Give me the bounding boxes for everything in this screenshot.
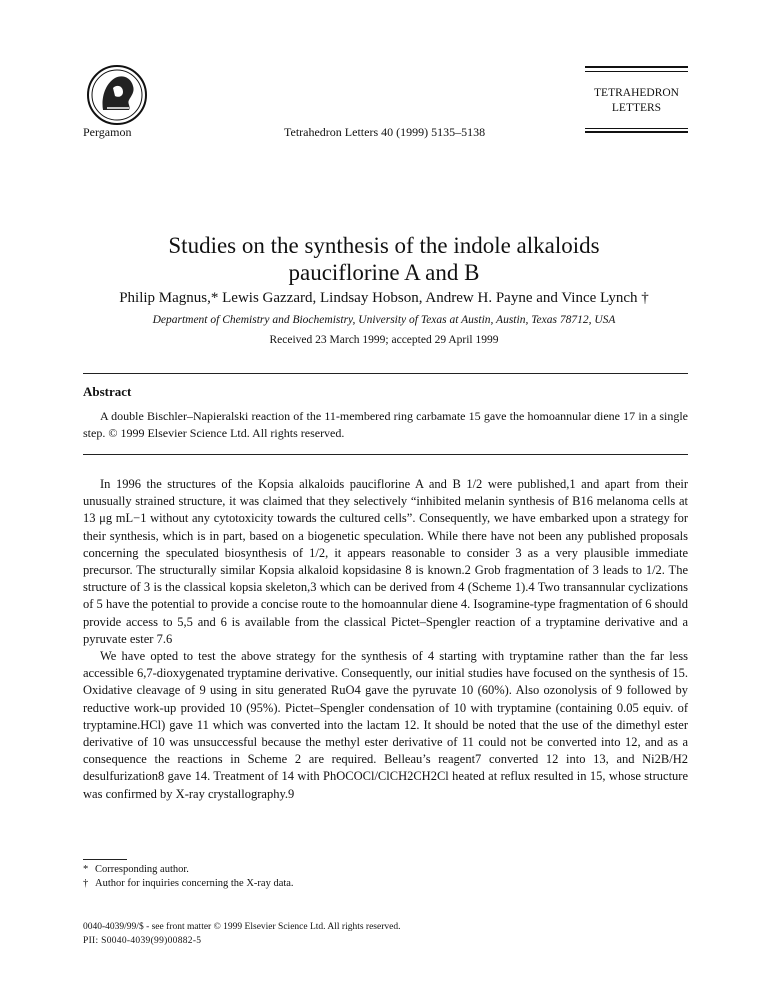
footnote <box>83 878 294 889</box>
pii-line: PII: S0040-4039(99)00882-5 <box>83 936 202 946</box>
journal-title-line: LETTERS <box>611 102 662 114</box>
footnote-rule <box>83 859 127 860</box>
abstract-text: A double Bischler–Napieralski reaction of the 11-membered ring carbamate 15 gave the homoannular diene 17 in a single step. © 1999 Elsevier Science Ltd. All rights reserved. <box>83 409 688 440</box>
abstract-heading: Abstract <box>83 384 132 399</box>
issn-line: 0040-4039/99/$ - see front matter © 1999 Elsevier Science Ltd. All rights reserved. <box>83 922 401 932</box>
pergamon-logo <box>83 64 151 126</box>
article-title-line: Studies on the synthesis of the indole alkaloids <box>168 233 600 258</box>
footnote-mark: † <box>83 878 89 889</box>
author-list: Philip Magnus,* Lewis Gazzard, Lindsay Hobson, Andrew H. Payne and Vince Lynch † <box>119 290 649 306</box>
divider <box>83 454 688 455</box>
footnote-text: Author for inquiries concerning the X-ray data. <box>95 878 294 889</box>
footnote-text: Corresponding author. <box>95 864 189 875</box>
header-rule <box>585 66 688 68</box>
received-date: Received 23 March 1999; accepted 29 April 1999 <box>269 334 499 346</box>
header-rule <box>585 128 688 129</box>
divider <box>83 373 688 374</box>
article-body <box>83 476 688 803</box>
article-title <box>0 232 768 286</box>
journal-title-line: TETRAHEDRON <box>594 87 679 99</box>
journal-title <box>585 86 688 116</box>
body-paragraph: We have opted to test the above strategy for the synthesis of 4 starting with tryptamine rather than the far less accessible 6,7-dioxygenated tryptamine derivative. Consequently, our initial studies have focused on the synthesis of 15. Oxidative cleavage of 9 using in situ generated RuO4 gave the pyruvate 10 (60%). Also ozonolysis of 9 followed by reductive work-up provided 10 (95%). Pictet–Spengler condensation of 10 with tryptamine (containing 0.05 equiv. of tryptamine.HCl) gave 11 which was converted into the lactam 12. It should be noted that the use of the dimethyl ester derivative of 10 was unsuccessful because the methyl ester derivative of 11 could not be converted into 12, and as a consequence the reactions in Scheme 2 are required. Belleau’s reagent7 converted 12 into 13, and Ni2B/H2 desulfurization8 gave 14. Treatment of 14 with PhOCOCl/ClCH2CH2Cl heated at reflux resulted in 15, whose structure was confirmed by X-ray crystallography.9 <box>83 649 688 801</box>
header-rule <box>585 71 688 72</box>
footnote <box>83 864 189 875</box>
body-paragraph: In 1996 the structures of the Kopsia alkaloids pauciflorine A and B 1/2 were published,1 and apart from their unusually strained structure, it was claimed that they selectively “inhibited melanin synthesis of B16 melanoma cells at 13 μg mL−1 without any cytotoxicity towards the cultured cells”. Consequently, we have embarked upon a strategy for their synthesis, which is in part, based on a biogenetic speculation. While there have not been any published proposals concerning the speculated biosynthesis of 1/2, it appears reasonable to consider 3 as a very plausible immediate precursor. The structurally similar Kopsia alkaloid kopsidasine 8 is known.2 Grob fragmentation of 3 leads to 1/2. The structure of 3 is the classical kopsia skeleton,3 which can be derived from 4 (Scheme 1).4 Two transannular cyclizations of 5 have the potential to provide a concise route to the homoannular diene 4. Isogramine-type fragmentation of 6 should provide access to 5,5 and 6 is available from the classical Pictet–Spengler reaction of a tryptamine derivative and a pyruvate ester 7.6 <box>83 477 688 646</box>
article-title-line: pauciflorine A and B <box>288 260 480 285</box>
affiliation: Department of Chemistry and Biochemistry, University of Texas at Austin, Austin, Texas 78712, USA <box>152 314 616 326</box>
publisher-name: Pergamon <box>83 125 132 139</box>
footnote-mark: * <box>83 864 89 875</box>
journal-reference: Tetrahedron Letters 40 (1999) 5135–5138 <box>284 125 486 139</box>
header-rule <box>585 131 688 133</box>
